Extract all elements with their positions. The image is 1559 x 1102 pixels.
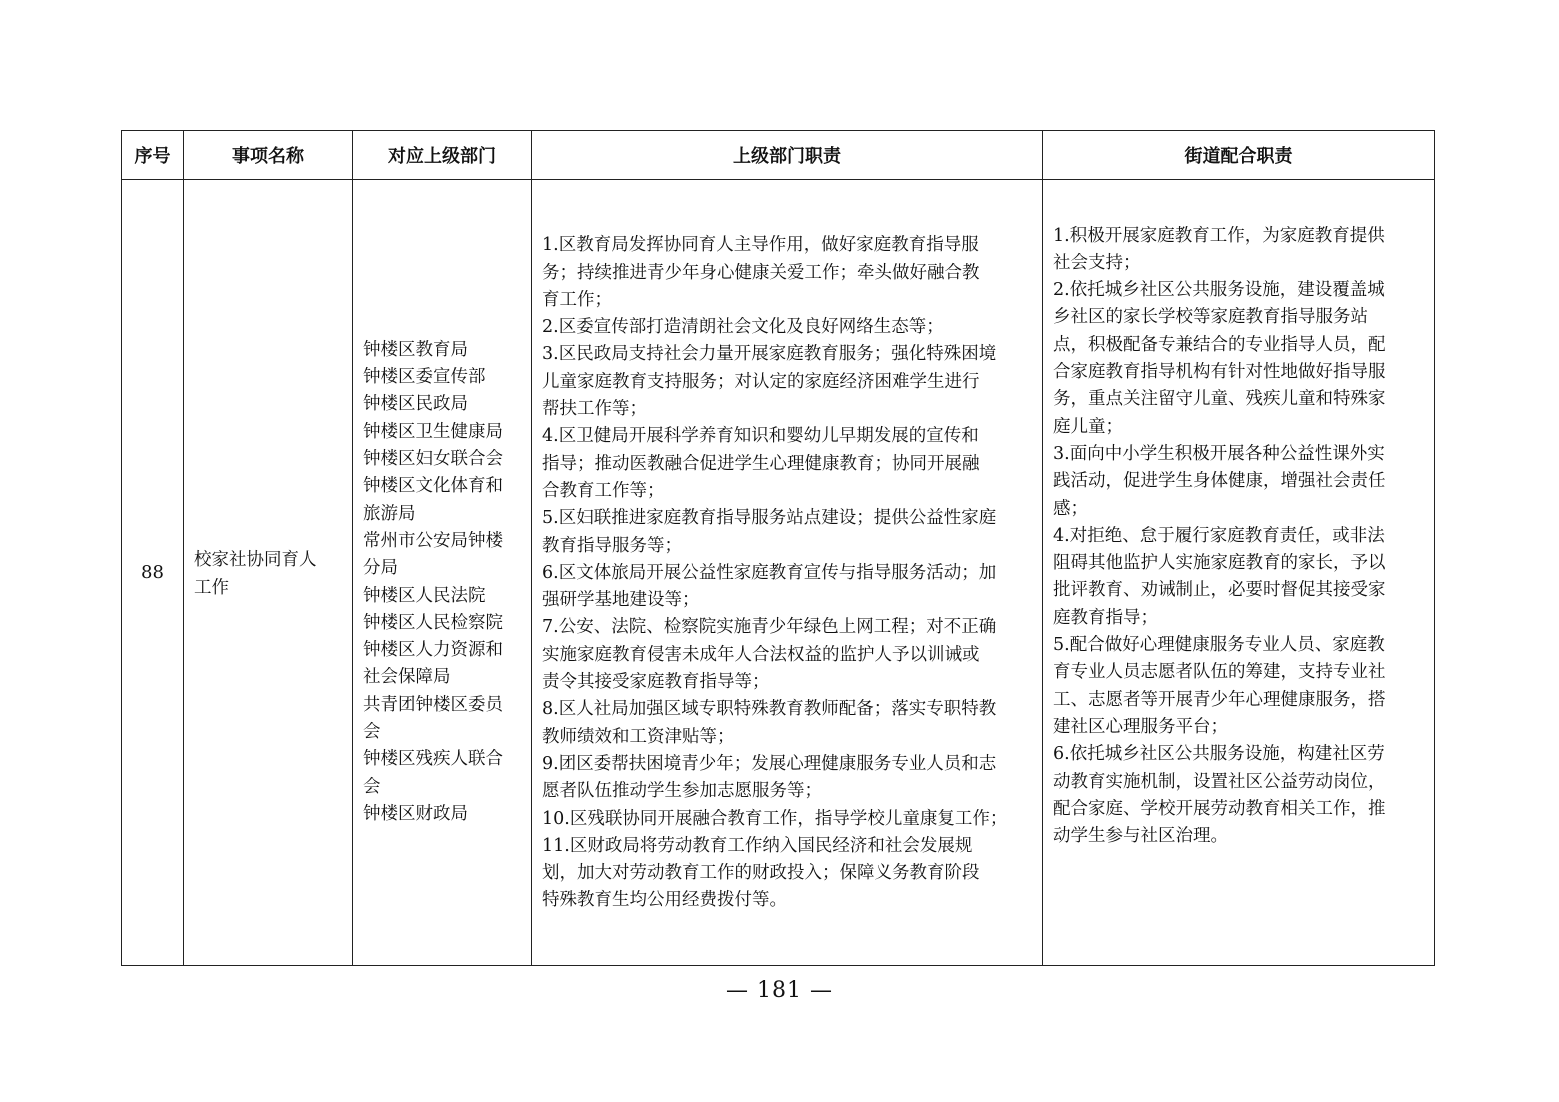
header-row [122, 131, 1435, 180]
superior-duty-line: 10.区残联协同开展融合教育工作，指导学校儿童康复工作； [542, 808, 1008, 829]
street-duty-line: 点，积极配备专兼结合的专业指导人员，配 [1053, 334, 1386, 355]
table-row [122, 180, 1435, 966]
street-duty-line: 务，重点关注留守儿童、残疾儿童和特殊家 [1053, 389, 1386, 410]
department-line: 分局 [363, 558, 398, 579]
department-line: 钟楼区财政局 [363, 803, 468, 824]
street-duty-line: 乡社区的家长学校等家庭教育指导服务站 [1053, 307, 1368, 328]
department-line: 钟楼区民政局 [363, 394, 468, 415]
superior-duty-line: 合教育工作等； [542, 480, 665, 501]
street-duty-line: 合家庭教育指导机构有针对性地做好指导服 [1053, 362, 1386, 383]
department-line: 钟楼区卫生健康局 [363, 421, 503, 442]
superior-duty-line: 强研学基地建设等； [542, 590, 700, 611]
street-duty-line: 感； [1053, 498, 1088, 519]
street-duty-line: 批评教育、劝诫制止，必要时督促其接受家 [1053, 580, 1386, 601]
street-duty-line: 配合家庭、学校开展劳动教育相关工作，推 [1053, 798, 1386, 819]
department-line: 钟楼区教育局 [363, 339, 468, 360]
header-superior-duties: 上级部门职责 [532, 131, 1043, 180]
street-duties-cell [1043, 180, 1435, 966]
street-duty-line: 工、志愿者等开展青少年心理健康服务，搭 [1053, 689, 1386, 710]
duties-table [121, 130, 1435, 966]
department-line: 共青团钟楼区委员 [363, 694, 503, 715]
department-line: 钟楼区文化体育和 [363, 476, 503, 497]
superior-duty-line: 1.区教育局发挥协同育人主导作用，做好家庭教育指导服 [542, 235, 979, 256]
street-duty-line: 社会支持； [1053, 252, 1141, 273]
superior-duties-cell [532, 180, 1043, 966]
superior-duty-line: 划，加大对劳动教育工作的财政投入；保障义务教育阶段 [542, 863, 980, 884]
superior-duty-line: 6.区文体旅局开展公益性家庭教育宣传与指导服务活动；加 [542, 562, 997, 583]
superior-duty-line: 4.区卫健局开展科学养育知识和婴幼儿早期发展的宣传和 [542, 426, 979, 447]
page-number: — 181 — [726, 978, 833, 1003]
departments-cell [353, 180, 532, 966]
street-duty-line: 庭儿童； [1053, 416, 1123, 437]
item-name-line: 工作 [194, 577, 229, 598]
superior-duty-line: 教育指导服务等； [542, 535, 682, 556]
street-duty-line: 1.积极开展家庭教育工作，为家庭教育提供 [1053, 225, 1385, 246]
superior-duty-line: 教师绩效和工资津贴等； [542, 726, 735, 747]
department-line: 社会保障局 [363, 667, 451, 688]
street-duty-line: 践活动，促进学生身体健康，增强社会责任 [1053, 471, 1386, 492]
header-item-name: 事项名称 [184, 131, 353, 180]
superior-duty-line: 5.区妇联推进家庭教育指导服务站点建设；提供公益性家庭 [542, 508, 997, 529]
superior-duty-line: 帮扶工作等； [542, 399, 647, 420]
superior-duty-line: 愿者队伍推动学生参加志愿服务等； [542, 781, 822, 802]
department-line: 钟楼区委宣传部 [363, 367, 486, 388]
superior-duty-line: 务；持续推进青少年身心健康关爱工作；牵头做好融合教 [542, 262, 980, 283]
superior-duty-line: 责令其接受家庭教育指导等； [542, 672, 770, 693]
superior-duty-line: 3.区民政局支持社会力量开展家庭教育服务；强化特殊困境 [542, 344, 997, 365]
street-duty-line: 动学生参与社区治理。 [1053, 826, 1228, 847]
department-line: 钟楼区残疾人联合 [363, 749, 503, 770]
superior-duty-line: 儿童家庭教育支持服务；对认定的家庭经济困难学生进行 [542, 371, 980, 392]
superior-duty-line: 实施家庭教育侵害未成年人合法权益的监护人予以训诫或 [542, 644, 980, 665]
department-line: 会 [363, 721, 381, 742]
street-duty-line: 动教育实施机制，设置社区公益劳动岗位， [1053, 771, 1386, 792]
street-duty-line: 2.依托城乡社区公共服务设施，建设覆盖城 [1053, 280, 1385, 301]
superior-duty-line: 9.团区委帮扶困境青少年；发展心理健康服务专业人员和志 [542, 753, 997, 774]
department-line: 会 [363, 776, 381, 797]
item-name-line: 校家社协同育人 [194, 550, 317, 571]
department-line: 钟楼区妇女联合会 [363, 449, 503, 470]
street-duty-line: 4.对拒绝、怠于履行家庭教育责任，或非法 [1053, 525, 1385, 546]
superior-duty-line: 指导；推动医教融合促进学生心理健康教育；协同开展融 [542, 453, 980, 474]
superior-duty-line: 7.公安、法院、检察院实施青少年绿色上网工程；对不正确 [542, 617, 997, 638]
item-name-cell [184, 180, 353, 966]
street-duty-line: 阻碍其他监护人实施家庭教育的家长，予以 [1053, 553, 1386, 574]
seq-cell: 88 [122, 180, 184, 966]
street-duty-line: 6.依托城乡社区公共服务设施，构建社区劳 [1053, 744, 1385, 765]
department-line: 常州市公安局钟楼 [363, 530, 503, 551]
department-line: 钟楼区人民检察院 [363, 612, 503, 633]
header-departments: 对应上级部门 [353, 131, 532, 180]
header-street-duties: 街道配合职责 [1043, 131, 1435, 180]
superior-duty-line: 2.区委宣传部打造清朗社会文化及良好网络生态等； [542, 317, 944, 338]
street-duty-line: 建社区心理服务平台； [1053, 716, 1228, 737]
superior-duty-line: 特殊教育生均公用经费拨付等。 [542, 890, 787, 911]
department-line: 旅游局 [363, 503, 416, 524]
department-line: 钟楼区人力资源和 [363, 640, 503, 661]
street-duty-line: 育专业人员志愿者队伍的筹建，支持专业社 [1053, 662, 1386, 683]
superior-duty-line: 11.区财政局将劳动教育工作纳入国民经济和社会发展规 [542, 835, 973, 856]
superior-duty-line: 育工作； [542, 289, 612, 310]
street-duty-line: 庭教育指导； [1053, 607, 1158, 628]
street-duty-line: 3.面向中小学生积极开展各种公益性课外实 [1053, 443, 1385, 464]
header-seq: 序号 [122, 131, 184, 180]
street-duty-line: 5.配合做好心理健康服务专业人员、家庭教 [1053, 635, 1385, 656]
superior-duty-line: 8.区人社局加强区域专职特殊教育教师配备；落实专职特教 [542, 699, 997, 720]
department-line: 钟楼区人民法院 [363, 585, 486, 606]
